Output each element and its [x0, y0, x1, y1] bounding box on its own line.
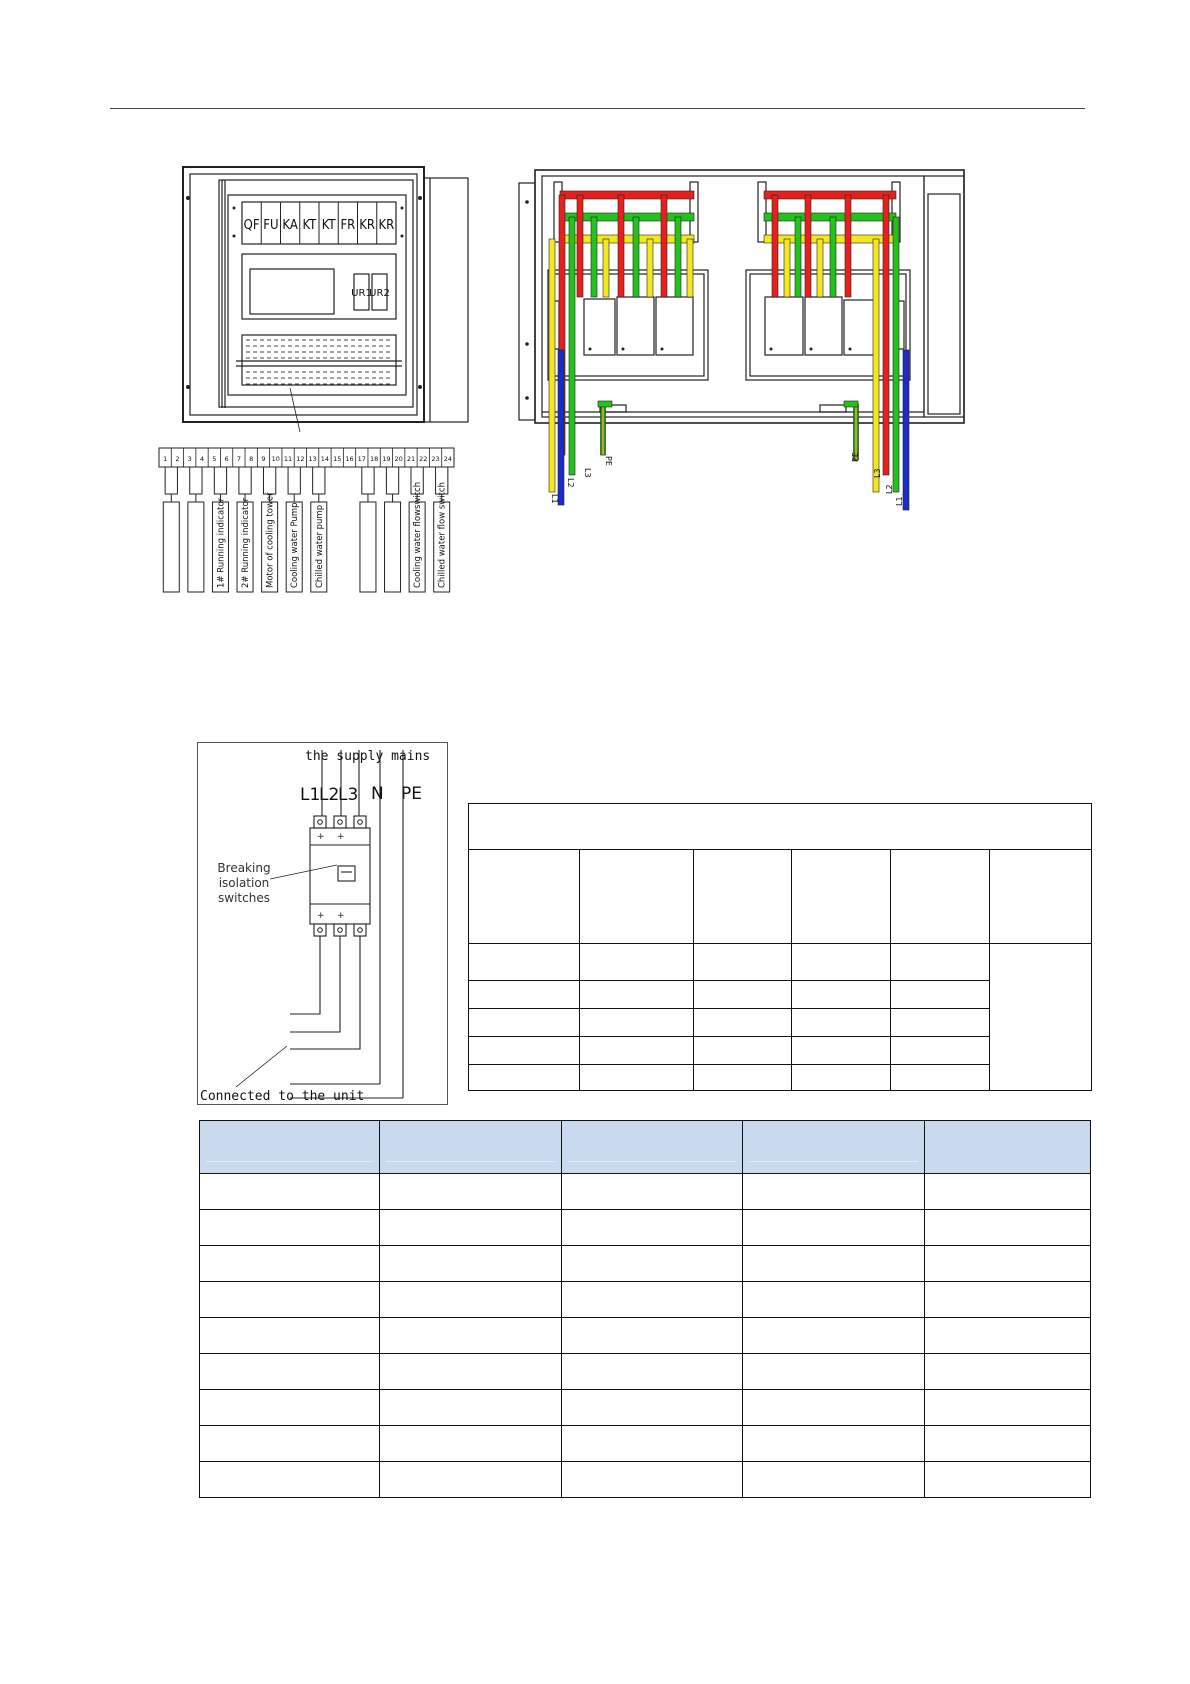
table-row	[200, 1318, 1091, 1354]
spec-cell	[693, 1065, 792, 1091]
leg-green	[569, 217, 575, 475]
table-cell	[561, 1426, 743, 1462]
wire-drop-yellow	[784, 239, 790, 297]
terminal-connection-label: Chilled water pump	[314, 504, 325, 588]
terminal-number: 8	[249, 455, 254, 463]
spec-cell	[469, 1065, 580, 1091]
terminal-connection-label: Motor of cooling tower	[265, 492, 276, 588]
table-row	[200, 1462, 1091, 1498]
table-cell	[379, 1390, 561, 1426]
spec-cell	[579, 1009, 693, 1037]
table-cell	[379, 1354, 561, 1390]
terminal-connection-label: 2# Running indicator	[241, 497, 252, 588]
table-cell	[379, 1246, 561, 1282]
wire-drop-red	[577, 195, 583, 297]
terminal-number: 17	[357, 455, 366, 463]
spec-cell	[891, 1065, 990, 1091]
table-row	[200, 1390, 1091, 1426]
terminal-number: 4	[199, 455, 205, 463]
wire-tag: L3	[873, 468, 882, 478]
spec-merged-cell	[990, 944, 1092, 1091]
terminal-connection-label: 1# Running indicator	[216, 497, 227, 588]
table-row	[200, 1282, 1091, 1318]
table-cell	[743, 1390, 925, 1426]
wire-drop-red	[661, 195, 667, 297]
table-cell	[925, 1462, 1091, 1498]
main-table-header	[561, 1121, 743, 1174]
spec-col-header	[792, 850, 891, 944]
component-label: FR	[340, 218, 356, 233]
table-cell	[743, 1246, 925, 1282]
svg-text:+: +	[317, 911, 325, 921]
table-cell	[743, 1354, 925, 1390]
terminal-number: 12	[296, 455, 305, 463]
spec-cell	[579, 981, 693, 1009]
wire-tag: L1	[895, 496, 904, 506]
table-cell	[561, 1174, 743, 1210]
wire-drop-red	[618, 195, 624, 297]
table-cell	[379, 1462, 561, 1498]
spec-cell	[693, 1009, 792, 1037]
table-cell	[561, 1462, 743, 1498]
component-label: FU	[263, 218, 279, 233]
table-row	[200, 1426, 1091, 1462]
wire-drop-green	[675, 217, 681, 297]
table-cell	[925, 1246, 1091, 1282]
spec-cell	[469, 944, 580, 981]
relay-label-ur2: UR2	[369, 288, 390, 299]
component-label: KA	[282, 218, 298, 233]
spec-cell	[792, 1009, 891, 1037]
wire-tag: PE	[851, 452, 860, 462]
table-cell	[925, 1426, 1091, 1462]
leg-green	[893, 217, 899, 492]
spec-cell	[792, 981, 891, 1009]
wire-drop-yellow	[817, 239, 823, 297]
table-cell	[743, 1426, 925, 1462]
terminal-number: 1	[163, 455, 168, 463]
leg-pe	[855, 404, 857, 460]
table-cell	[200, 1174, 380, 1210]
wire-tag: PE	[604, 456, 613, 466]
relay-label-ur1: UR1	[351, 288, 372, 299]
table-cell	[561, 1354, 743, 1390]
table-cell	[561, 1246, 743, 1282]
switch-label-line1: Breaking	[217, 861, 271, 875]
table-cell	[379, 1318, 561, 1354]
busbar-red	[764, 191, 896, 199]
table-cell	[743, 1462, 925, 1498]
main-table-header	[379, 1121, 561, 1174]
spec-cell	[469, 1037, 580, 1065]
leg-blue	[903, 350, 909, 510]
spec-cell	[792, 944, 891, 981]
table-cell	[925, 1318, 1091, 1354]
table-cell	[379, 1282, 561, 1318]
spec-col-header	[469, 850, 580, 944]
phase-l3: L3	[338, 785, 359, 805]
wire-tag: L1	[550, 494, 559, 504]
table-cell	[925, 1174, 1091, 1210]
table-cell	[379, 1426, 561, 1462]
table-cell	[925, 1210, 1091, 1246]
spec-col-header	[891, 850, 990, 944]
main-table-header	[200, 1121, 380, 1174]
power-cabinet-diagram	[0, 0, 1190, 600]
table-cell	[200, 1426, 380, 1462]
terminal-number: 14	[320, 455, 330, 463]
terminal-connection-label: Cooling water Pump	[290, 502, 301, 588]
wire-drop-red	[845, 195, 851, 297]
terminal-number: 18	[369, 455, 379, 463]
leg-blue	[558, 350, 564, 505]
table-cell	[200, 1246, 380, 1282]
svg-text:+: +	[337, 832, 345, 842]
component-label: KT	[321, 218, 336, 233]
phase-l1: L1	[300, 785, 321, 805]
spec-cell	[579, 1065, 693, 1091]
leg-red	[883, 195, 889, 475]
terminal-number: 9	[261, 455, 266, 463]
spec-col-header	[990, 850, 1092, 944]
terminal-number: 22	[419, 455, 428, 463]
terminal-number: 10	[271, 455, 280, 463]
table-cell	[200, 1390, 380, 1426]
supply-mains-title: the supply mains	[305, 749, 431, 764]
wire-drop-yellow	[687, 239, 693, 297]
spec-table-title	[469, 804, 1092, 850]
table-cell	[743, 1174, 925, 1210]
spec-cell	[693, 944, 792, 981]
table-cell	[200, 1210, 380, 1246]
spec-cell	[891, 1009, 990, 1037]
table-row	[200, 1246, 1091, 1282]
switch-label-line3: switches	[218, 891, 270, 905]
table-cell	[200, 1318, 380, 1354]
wire-drop-green	[633, 217, 639, 297]
phase-pe: PE	[401, 784, 422, 804]
terminal-number: 21	[406, 455, 416, 463]
svg-text:+: +	[337, 911, 345, 921]
table-row	[200, 1174, 1091, 1210]
connected-to-unit-label: Connected to the unit	[200, 1089, 365, 1104]
terminal-number: 24	[443, 455, 452, 463]
terminal-number: 11	[283, 455, 293, 463]
table-cell	[200, 1282, 380, 1318]
supply-mains-diagram	[197, 742, 448, 1105]
terminal-number: 16	[345, 455, 354, 463]
spec-cell	[579, 1037, 693, 1065]
terminal-number: 19	[382, 455, 391, 463]
phase-n: N	[371, 784, 384, 804]
spec-col-header	[693, 850, 792, 944]
table-cell	[743, 1282, 925, 1318]
table-cell	[925, 1354, 1091, 1390]
wire-tag: L2	[566, 478, 575, 488]
terminal-number: 6	[224, 455, 229, 463]
wire-drop-red	[772, 195, 778, 297]
spec-cell	[469, 1009, 580, 1037]
spec-table	[468, 803, 1092, 1091]
wire-tag: L2	[885, 484, 894, 494]
svg-text:+: +	[317, 832, 325, 842]
spec-cell	[693, 981, 792, 1009]
leg-yellow	[549, 239, 555, 492]
table-cell	[200, 1354, 380, 1390]
table-cell	[561, 1210, 743, 1246]
table-row	[200, 1354, 1091, 1390]
table-cell	[925, 1390, 1091, 1426]
terminal-connection-label: Cooling water flowswitch	[413, 481, 424, 588]
spec-cell	[792, 1037, 891, 1065]
wire-drop-yellow	[647, 239, 653, 297]
spec-cell	[792, 1065, 891, 1091]
terminal-number: 5	[212, 455, 217, 463]
table-row	[200, 1210, 1091, 1246]
table-cell	[561, 1390, 743, 1426]
table-cell	[925, 1282, 1091, 1318]
leg-pe	[602, 404, 604, 455]
component-label: KR	[359, 218, 376, 233]
table-cell	[743, 1210, 925, 1246]
terminal-number: 15	[333, 455, 342, 463]
spec-cell	[891, 1037, 990, 1065]
terminal-number: 7	[236, 455, 241, 463]
wire-drop-red	[805, 195, 811, 297]
main-table-header	[925, 1121, 1091, 1174]
terminal-number: 23	[431, 455, 440, 463]
phase-l2: L2	[319, 785, 340, 805]
wire-drop-green	[591, 217, 597, 297]
table-cell	[379, 1174, 561, 1210]
spec-cell	[579, 944, 693, 981]
main-table-header	[743, 1121, 925, 1174]
table-cell	[743, 1318, 925, 1354]
table-cell	[561, 1318, 743, 1354]
terminal-number: 3	[187, 455, 192, 463]
spec-cell	[469, 981, 580, 1009]
switch-label-line2: isolation	[218, 876, 270, 890]
wire-drop-yellow	[603, 239, 609, 297]
table-cell	[200, 1462, 380, 1498]
leg-yellow	[873, 239, 879, 492]
terminal-number: 2	[175, 455, 180, 463]
spec-col-header	[579, 850, 693, 944]
table-cell	[379, 1210, 561, 1246]
terminal-number: 13	[308, 455, 317, 463]
main-table	[199, 1120, 1091, 1498]
wire-drop-green	[795, 217, 801, 297]
component-label: QF	[243, 218, 260, 233]
component-label: KR	[378, 218, 395, 233]
terminal-number: 20	[394, 455, 403, 463]
terminal-connection-label: Chilled water flow switch	[437, 482, 448, 588]
spec-cell	[891, 944, 990, 981]
spec-cell	[891, 981, 990, 1009]
table-cell	[561, 1282, 743, 1318]
wire-tag: L3	[583, 468, 592, 478]
wire-drop-green	[830, 217, 836, 297]
component-label: KT	[302, 218, 317, 233]
spec-cell	[693, 1037, 792, 1065]
